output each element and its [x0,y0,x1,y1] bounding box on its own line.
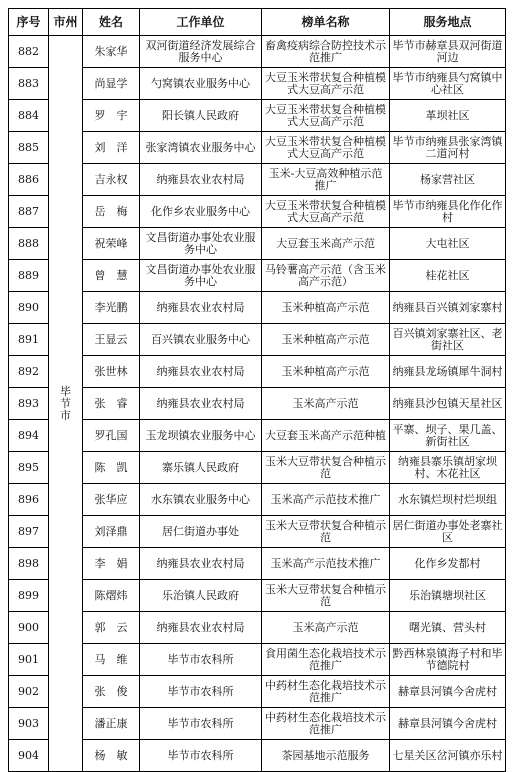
cell-name: 张 俊 [83,676,140,708]
table-row [9,644,506,676]
table-row [9,196,506,228]
cell-no: 882 [9,36,49,68]
cell-list: 食用菌生态化栽培技术示范推广 [262,644,390,676]
cell-list: 玉米高产示范 [262,388,390,420]
cell-place: 赫章县河镇今舍虎村 [390,708,506,740]
table-row [9,388,506,420]
cell-no: 892 [9,356,49,388]
table-row [9,420,506,452]
table-row [9,324,506,356]
cell-place: 赫章县河镇今舍虎村 [390,676,506,708]
cell-place: 大屯社区 [390,228,506,260]
cell-city [49,36,83,772]
cell-name: 罗孔国 [83,420,140,452]
cell-name: 潘正康 [83,708,140,740]
cell-name: 陈熠炜 [83,580,140,612]
cell-unit: 寨乐镇人民政府 [140,452,262,484]
cell-place: 纳雍县沙包镇天星社区 [390,388,506,420]
cell-list: 玉米高产示范技术推广 [262,548,390,580]
table-row [9,356,506,388]
cell-no: 895 [9,452,49,484]
cell-list: 中药材生态化栽培技术示范推广 [262,676,390,708]
cell-name: 曾 慧 [83,260,140,292]
cell-name: 朱家华 [83,36,140,68]
cell-list: 畜禽疫病综合防控技术示范推广 [262,36,390,68]
cell-unit: 毕节市农科所 [140,676,262,708]
cell-list: 玉米大豆带状复合种植示范 [262,580,390,612]
cell-name: 王显云 [83,324,140,356]
cell-name: 岳 梅 [83,196,140,228]
table-row [9,132,506,164]
table-row [9,676,506,708]
cell-no: 890 [9,292,49,324]
table-row [9,292,506,324]
table-body [9,36,506,772]
cell-unit: 玉龙坝镇农业服务中心 [140,420,262,452]
cell-no: 894 [9,420,49,452]
cell-unit: 双河街道经济发展综合服务中心 [140,36,262,68]
table-row [9,740,506,772]
cell-unit: 文昌街道办事处农业服务中心 [140,228,262,260]
cell-place: 桂花社区 [390,260,506,292]
cell-place: 毕节市赫章县双河街道河边 [390,36,506,68]
cell-list: 玉米-大豆高效种植示范推广 [262,164,390,196]
cell-place: 化作乡发都村 [390,548,506,580]
cell-list: 玉米种植高产示范 [262,324,390,356]
city-char: 市 [60,408,71,422]
header-unit: 工作单位 [140,9,262,36]
cell-no: 899 [9,580,49,612]
cell-list: 大豆玉米带状复合种植模式大豆高产示范 [262,68,390,100]
cell-unit: 化作乡农业服务中心 [140,196,262,228]
cell-name: 祝荣峰 [83,228,140,260]
cell-place: 纳雍县龙场镇犀牛洞村 [390,356,506,388]
cell-place: 黔西林泉镇海子村和毕节德院村 [390,644,506,676]
cell-name: 李光鹏 [83,292,140,324]
table-row [9,516,506,548]
cell-unit: 百兴镇农业服务中心 [140,324,262,356]
cell-name: 李 娟 [83,548,140,580]
table-row [9,228,506,260]
table-row [9,548,506,580]
table-row [9,452,506,484]
cell-place: 居仁街道办事处老寨社区 [390,516,506,548]
cell-name: 陈 凯 [83,452,140,484]
cell-no: 896 [9,484,49,516]
cell-place: 毕节市纳雍县张家湾镇二道河村 [390,132,506,164]
cell-list: 中药材生态化栽培技术示范推广 [262,708,390,740]
cell-unit: 张家湾镇农业服务中心 [140,132,262,164]
cell-name: 郭 云 [83,612,140,644]
cell-unit: 纳雍县农业农村局 [140,612,262,644]
table-row [9,484,506,516]
cell-unit: 文昌街道办事处农业服务中心 [140,260,262,292]
cell-no: 884 [9,100,49,132]
cell-no: 893 [9,388,49,420]
cell-name: 马 维 [83,644,140,676]
header-name: 姓名 [83,9,140,36]
cell-unit: 纳雍县农业农村局 [140,548,262,580]
table-row [9,164,506,196]
cell-place: 平寨、坝子、果几盖、新街社区 [390,420,506,452]
cell-name: 杨 敏 [83,740,140,772]
cell-name: 尚显学 [83,68,140,100]
cell-name: 张世林 [83,356,140,388]
cell-no: 889 [9,260,49,292]
cell-place: 水东镇烂坝村烂坝组 [390,484,506,516]
cell-list: 马铃薯高产示范（含玉米高产示范） [262,260,390,292]
cell-place: 纳雍县寨乐镇胡家坝村、木花社区 [390,452,506,484]
cell-name: 张华应 [83,484,140,516]
cell-unit: 纳雍县农业农村局 [140,356,262,388]
cell-unit: 纳雍县农业农村局 [140,292,262,324]
cell-unit: 纳雍县农业农村局 [140,164,262,196]
cell-place: 毕节市纳雍县化作化作村 [390,196,506,228]
cell-unit: 水东镇农业服务中心 [140,484,262,516]
cell-list: 玉米大豆带状复合种植示范 [262,452,390,484]
cell-no: 891 [9,324,49,356]
cell-place: 革坝社区 [390,100,506,132]
cell-place: 杨家营社区 [390,164,506,196]
table-row [9,612,506,644]
cell-list: 玉米高产示范 [262,612,390,644]
cell-place: 毕节市纳雍县勺窝镇中心社区 [390,68,506,100]
cell-name: 刘 洋 [83,132,140,164]
cell-unit: 毕节市农科所 [140,740,262,772]
cell-unit: 纳雍县农业农村局 [140,388,262,420]
header-no: 序号 [9,9,49,36]
cell-unit: 乐治镇人民政府 [140,580,262,612]
city-char: 毕 [60,384,71,398]
cell-list: 大豆玉米带状复合种植模式大豆高产示范 [262,132,390,164]
cell-no: 886 [9,164,49,196]
cell-list: 茶园基地示范服务 [262,740,390,772]
cell-place: 纳雍县百兴镇刘家寨村 [390,292,506,324]
cell-no: 888 [9,228,49,260]
cell-no: 887 [9,196,49,228]
cell-no: 903 [9,708,49,740]
cell-unit: 阳长镇人民政府 [140,100,262,132]
table-row [9,580,506,612]
table-row [9,36,506,68]
header-row [9,9,506,36]
cell-list: 玉米大豆带状复合种植示范 [262,516,390,548]
cell-name: 罗 宇 [83,100,140,132]
cell-list: 玉米高产示范技术推广 [262,484,390,516]
cell-no: 885 [9,132,49,164]
cell-unit: 勺窝镇农业服务中心 [140,68,262,100]
header-place: 服务地点 [390,9,506,36]
cell-no: 898 [9,548,49,580]
cell-no: 900 [9,612,49,644]
table-row [9,100,506,132]
header-city: 市州 [49,9,83,36]
city-char: 节 [60,396,71,410]
cell-list: 大豆套玉米高产示范 [262,228,390,260]
cell-list: 玉米种植高产示范 [262,292,390,324]
cell-unit: 居仁街道办事处 [140,516,262,548]
cell-name: 吉永权 [83,164,140,196]
cell-place: 七星关区岔河镇亦乐村 [390,740,506,772]
cell-name: 刘泽鼎 [83,516,140,548]
cell-place: 曙光镇、营头村 [390,612,506,644]
cell-no: 897 [9,516,49,548]
cell-place: 百兴镇刘家寨社区、老街社区 [390,324,506,356]
table-row [9,708,506,740]
cell-no: 904 [9,740,49,772]
roster-table [8,8,506,772]
cell-place: 乐治镇塘坝社区 [390,580,506,612]
cell-list: 大豆玉米带状复合种植模式大豆高产示范 [262,196,390,228]
header-list: 榜单名称 [262,9,390,36]
cell-list: 大豆套玉米高产示范种植 [262,420,390,452]
cell-no: 902 [9,676,49,708]
table-row [9,260,506,292]
cell-no: 883 [9,68,49,100]
cell-no: 901 [9,644,49,676]
cell-list: 大豆玉米带状复合种植模式大豆高产示范 [262,100,390,132]
cell-unit: 毕节市农科所 [140,644,262,676]
cell-name: 张 睿 [83,388,140,420]
cell-list: 玉米种植高产示范 [262,356,390,388]
cell-unit: 毕节市农科所 [140,708,262,740]
table-row [9,68,506,100]
